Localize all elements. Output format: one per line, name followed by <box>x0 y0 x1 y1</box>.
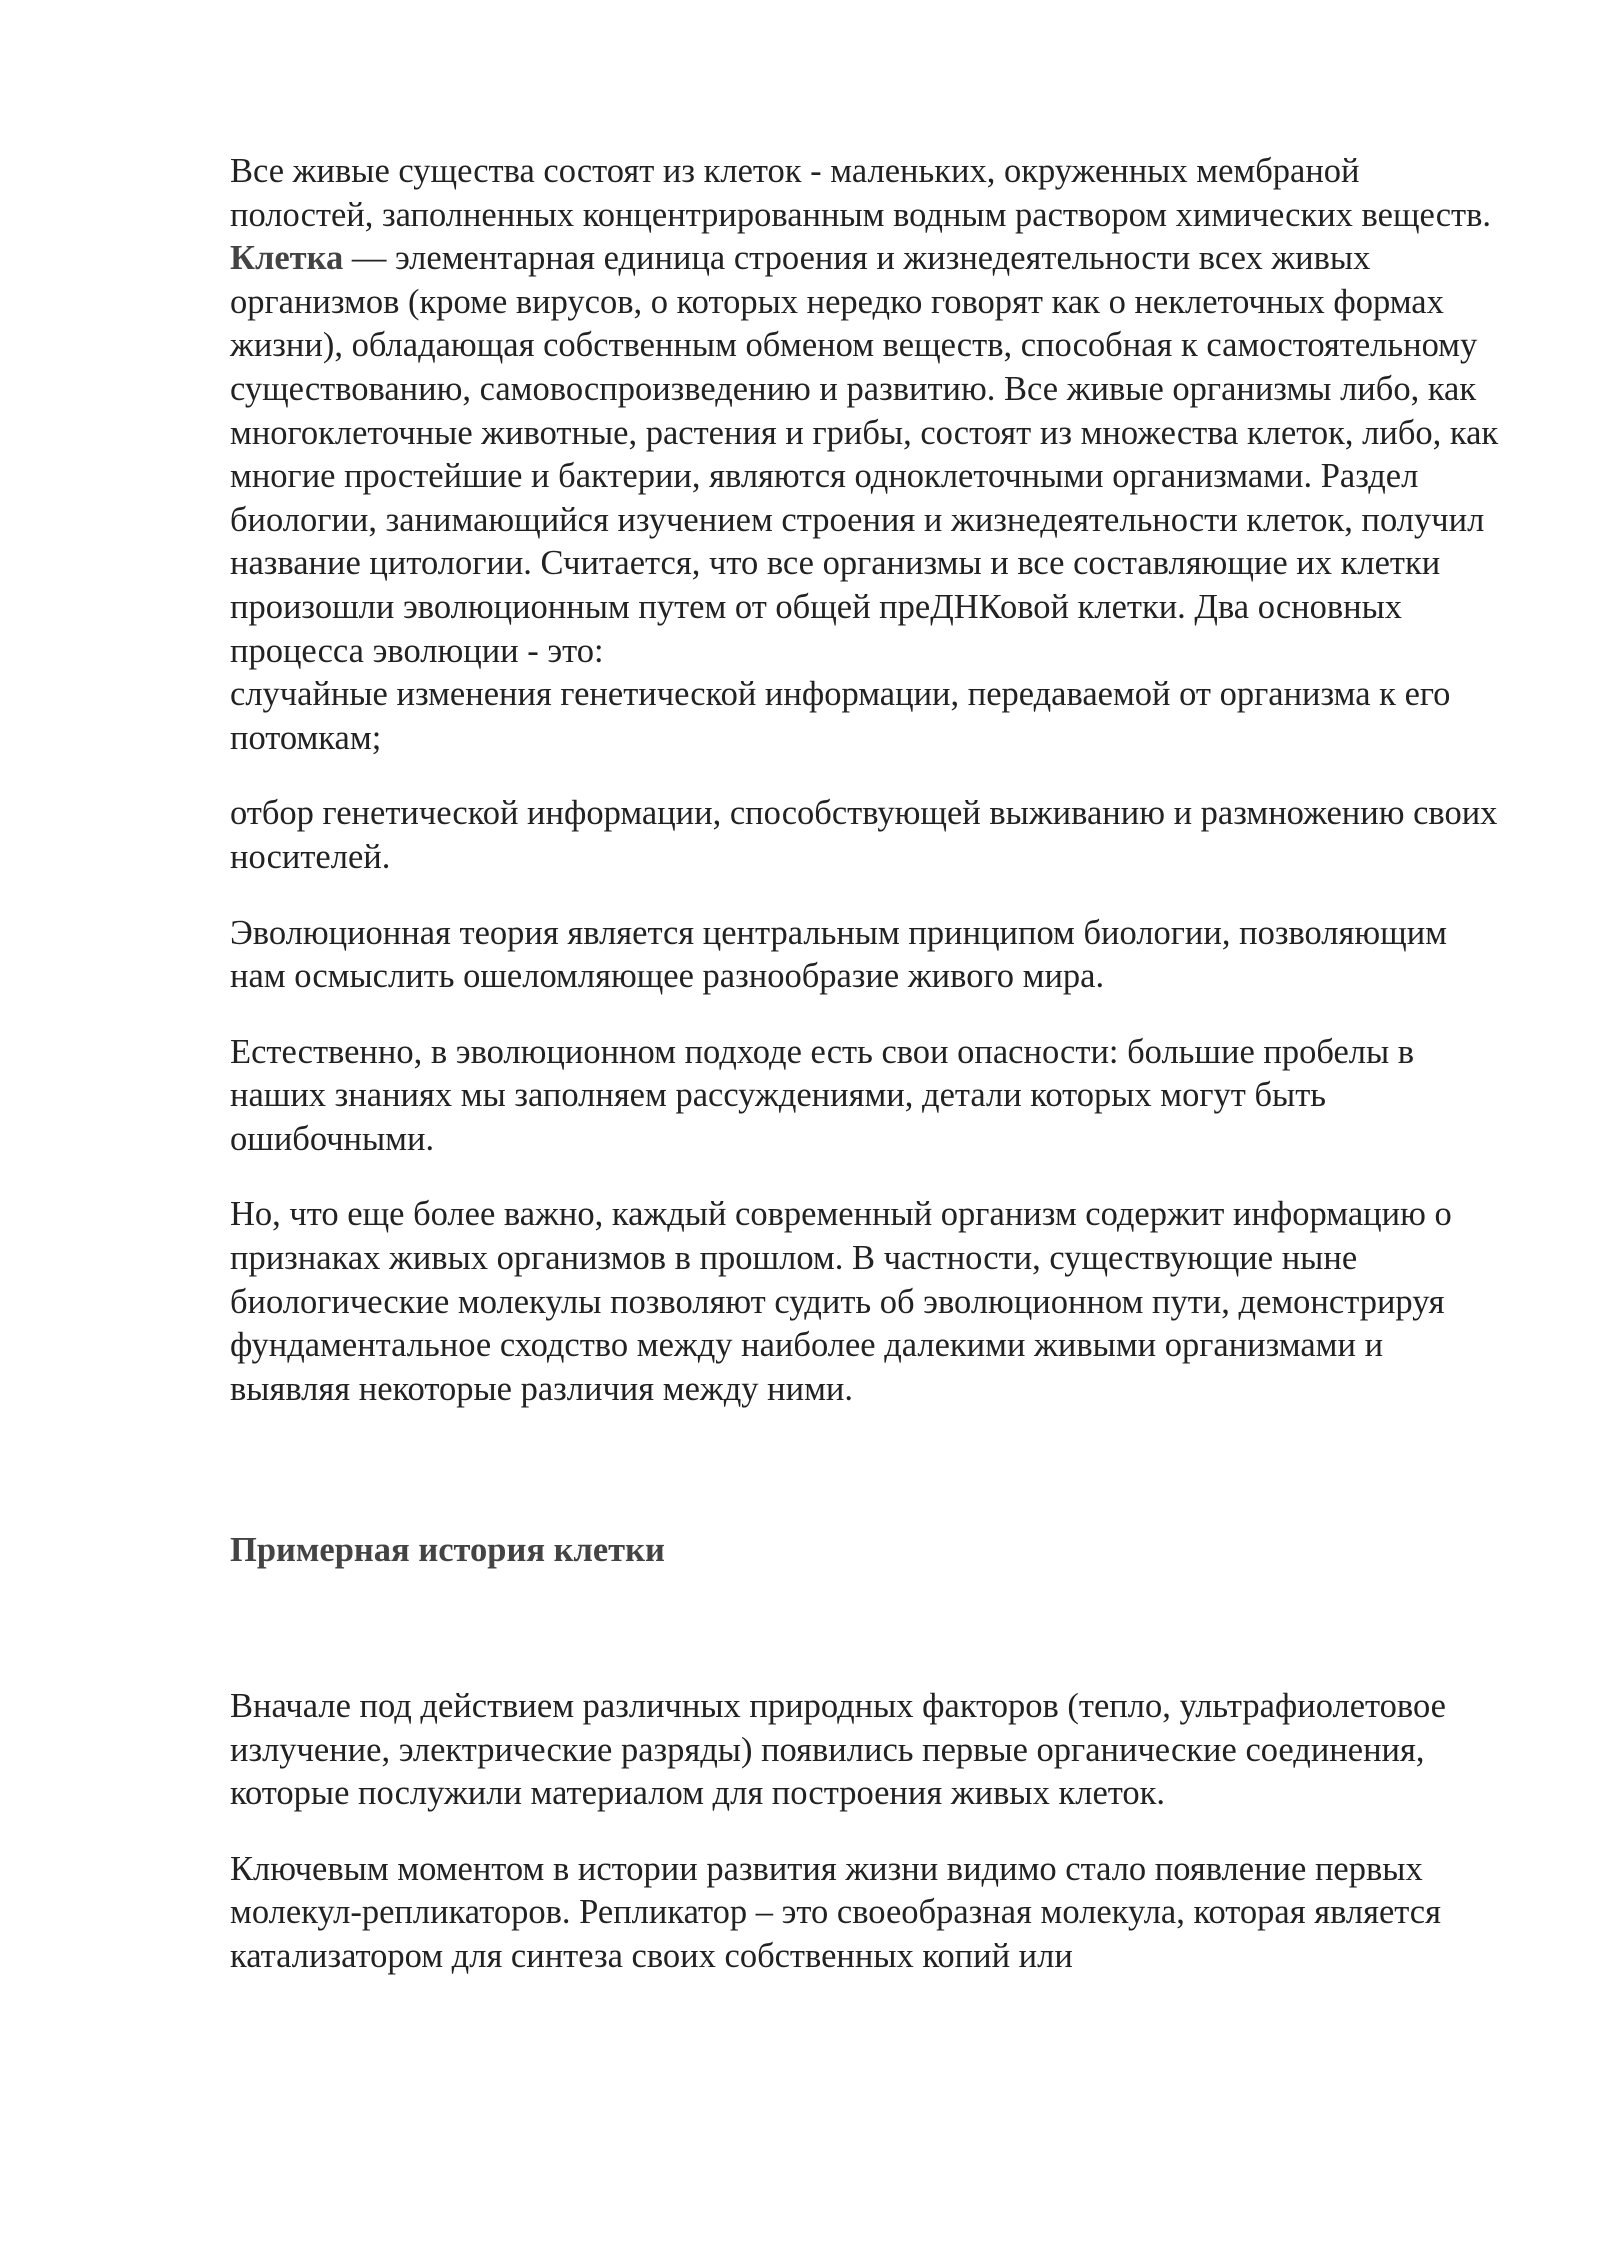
paragraph-intro-lead: Все живые существа состоят из клеток - маленьких, окруженных мембраной полостей, заполненных концентрированным водным раствором химических веществ. <box>230 152 1492 234</box>
section-heading: Примерная история клетки <box>230 1531 665 1570</box>
document-body <box>230 150 1500 2011</box>
term-cell: Клетка <box>230 239 344 278</box>
paragraph-random-changes: случайные изменения генетической информации, передаваемой от организма к его потомкам; <box>230 675 1451 757</box>
paragraph-selection: отбор генетической информации, способствующей выживанию и размножению своих носителей. <box>230 794 1498 876</box>
paragraph-replicators: Ключевым моментом в истории развития жизни видимо стало появление первых молекул-репликаторов. Репликатор – это своеобразная молекула, которая является катализатором для синтеза своих собственных копий или <box>230 1849 1441 1975</box>
paragraph-modern-organism: Но, что еще более важно, каждый современный организм содержит информацию о признаках живых организмов в прошлом. В частности, существующие ныне биологические молекулы позволяют судить об эволюционном пути, демонстрируя фундаментальное сходство между наиболее далекими живыми организмами и выявляя некоторые различия между ними. <box>230 1195 1452 1408</box>
paragraph-dangers: Естественно, в эволюционном подходе есть свои опасности: большие пробелы в наших знаниях мы заполняем рассуждениями, детали которых могут быть ошибочными. <box>230 1032 1415 1158</box>
paragraph-evolution-theory: Эволюционная теория является центральным принципом биологии, позволяющим нам осмыслить ошеломляющее разнообразие живого мира. <box>230 913 1448 996</box>
paragraph-intro <box>230 150 1500 673</box>
paragraph-intro-rest: — элементарная единица строения и жизнедеятельности всех живых организмов (кроме вирусов, о которых нередко говорят как о неклеточных формах жизни), обладающая собственным обменом веществ, способная к самостоятельному существованию, самовоспроизведению и развитию. Все живые организмы либо, как многоклеточные животные, растения и грибы, состоят из множества клеток, либо, как многие простейшие и бактерии, являются одноклеточными организмами. Раздел биологии, занимающийся изучением строения и жизнедеятельности клеток, получил название цитологии. Считается, что все организмы и все составляющие их клетки произошли эволюционным путем от общей преДНКовой клетки. Два основных процесса эволюции - это: <box>230 239 1499 670</box>
paragraph-organic-compounds: Вначале под действием различных природных факторов (тепло, ультрафиолетовое излучение, электрические разряды) появились первые органические соединения, которые послужили материалом для построения живых клеток. <box>230 1687 1446 1813</box>
